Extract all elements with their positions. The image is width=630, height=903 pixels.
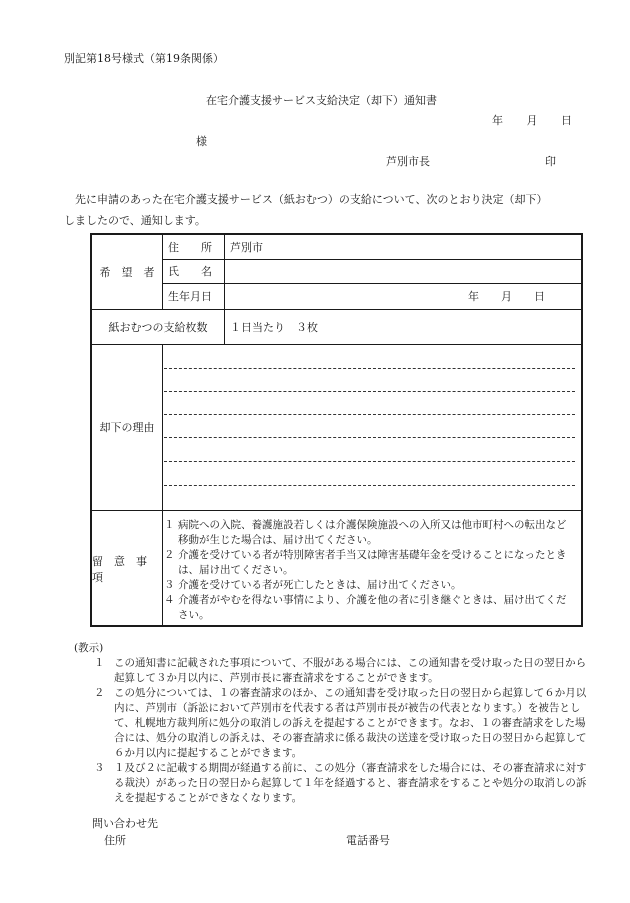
notice-item: [164, 548, 576, 578]
reason-line: [164, 414, 575, 415]
notice-item: [164, 593, 576, 623]
notice-text: 介護者がやむを得ない事情により、介護を他の者に引き継ぐときは、届け出てください。: [178, 594, 567, 621]
appeal-item: [74, 761, 590, 806]
notice-text: 病院への入院、養護施設若しくは介護保険施設への入所又は他市町村への転出など移動が生じた場合は、届け出てください。: [178, 519, 567, 546]
appeal-text: １及び２に記載する期間が経過する前に、この処分（審査請求をした場合には、その審査請求に対する裁決）があった日の翌日から起算して１年を経過すると、審査請求をすることや処分の取消しの訴えを提起することができなくなります。: [114, 762, 587, 804]
notice-list: [164, 518, 576, 623]
date-month-label: 月: [526, 114, 538, 127]
appeal-text: この通知書に記載された事項について、不服がある場合には、この通知書を受け取った日の翌日から起算して３か月以内に、芦別市長に審査請求をすることができます。: [114, 657, 587, 684]
row-divider: [92, 510, 581, 511]
appeal-heading: (教示): [74, 642, 104, 654]
form-label: 別記第18号様式（第19条関係）: [64, 52, 224, 65]
appeal-text: この処分については、１の審査請求のほか、この通知書を受け取った日の翌日から起算して６か月以内に、芦別市（訴訟において芦別市を代表する者は芦別市長が被告の代表となります。）を被告として、札幌地方裁判所に処分の取消しの訴えを提起することができます。なお、１の審査請求をした場合には、処分の取消しの訴えは、その審査請求に係る裁決の送達を受け取った日の翌日から起算して６か月以内に提起することができます。: [114, 687, 587, 759]
reason-line: [164, 368, 575, 369]
notice-number: ３: [164, 579, 175, 591]
row-divider: [92, 344, 581, 345]
date-day-label: 日: [561, 114, 572, 127]
intro-line-1: 先に申請のあった在宅介護支援サービス（紙おむつ）の支給について、次のとおり決定（却下）: [75, 193, 548, 206]
quantity-label: 紙おむつの支給枚数: [108, 320, 208, 334]
dob-year-label: 年: [468, 290, 479, 303]
dob-label: 生年月日: [168, 290, 212, 303]
reason-line: [164, 485, 575, 486]
issue-date: [492, 112, 592, 128]
name-value: [230, 259, 530, 283]
appeal-number: ２: [94, 687, 105, 699]
appeal-item: [74, 686, 590, 761]
issuer: 芦別市長: [386, 155, 430, 168]
notice-number: ４: [164, 594, 175, 606]
appeal-number: ３: [94, 762, 105, 774]
contact-address-label: 住所: [104, 834, 126, 847]
notice-number: １: [164, 519, 175, 531]
rejection-label: 却下の理由: [99, 421, 155, 434]
document-title: 在宅介護支援サービス支給決定（却下）通知書: [206, 94, 437, 107]
col-divider: [162, 235, 163, 309]
reason-line: [164, 461, 575, 462]
notice-number: ２: [164, 549, 175, 561]
dob-month-label: 月: [501, 290, 512, 303]
address-value: 芦別市: [230, 241, 263, 254]
contact-heading: 問い合わせ先: [92, 817, 158, 830]
col-divider: [162, 344, 163, 625]
dob-value: [468, 283, 578, 309]
appeal-number: １: [94, 657, 105, 669]
notice-item: [164, 578, 576, 593]
applicant-header: 希 望 者: [99, 266, 155, 279]
reason-line: [164, 391, 575, 392]
contact-phone-label: 電話番号: [346, 834, 390, 847]
name-label: 氏 名: [168, 265, 212, 278]
appeal-instructions: [74, 641, 590, 806]
notice-item: [164, 518, 576, 548]
date-year-label: 年: [492, 114, 503, 127]
col-divider: [224, 235, 225, 344]
notice-text: 介護を受けている者が特別障害者手当又は障害基礎年金を受けることになったときは、届け出てください。: [178, 549, 567, 576]
notice-text: 介護を受けている者が死亡したときは、届け出てください。: [178, 579, 462, 591]
reason-line: [164, 437, 575, 438]
intro-line-2: しましたので、通知します。: [64, 214, 206, 227]
address-label: 住 所: [168, 241, 212, 254]
intro-text: [64, 189, 586, 231]
quantity-value: １日当たり ３枚: [230, 320, 318, 334]
seal-mark: 印: [545, 155, 556, 168]
notice-label: 留 意 事 項: [92, 554, 158, 584]
addressee-suffix: 様: [196, 135, 207, 148]
dob-day-label: 日: [534, 290, 545, 303]
appeal-item: [74, 656, 590, 686]
